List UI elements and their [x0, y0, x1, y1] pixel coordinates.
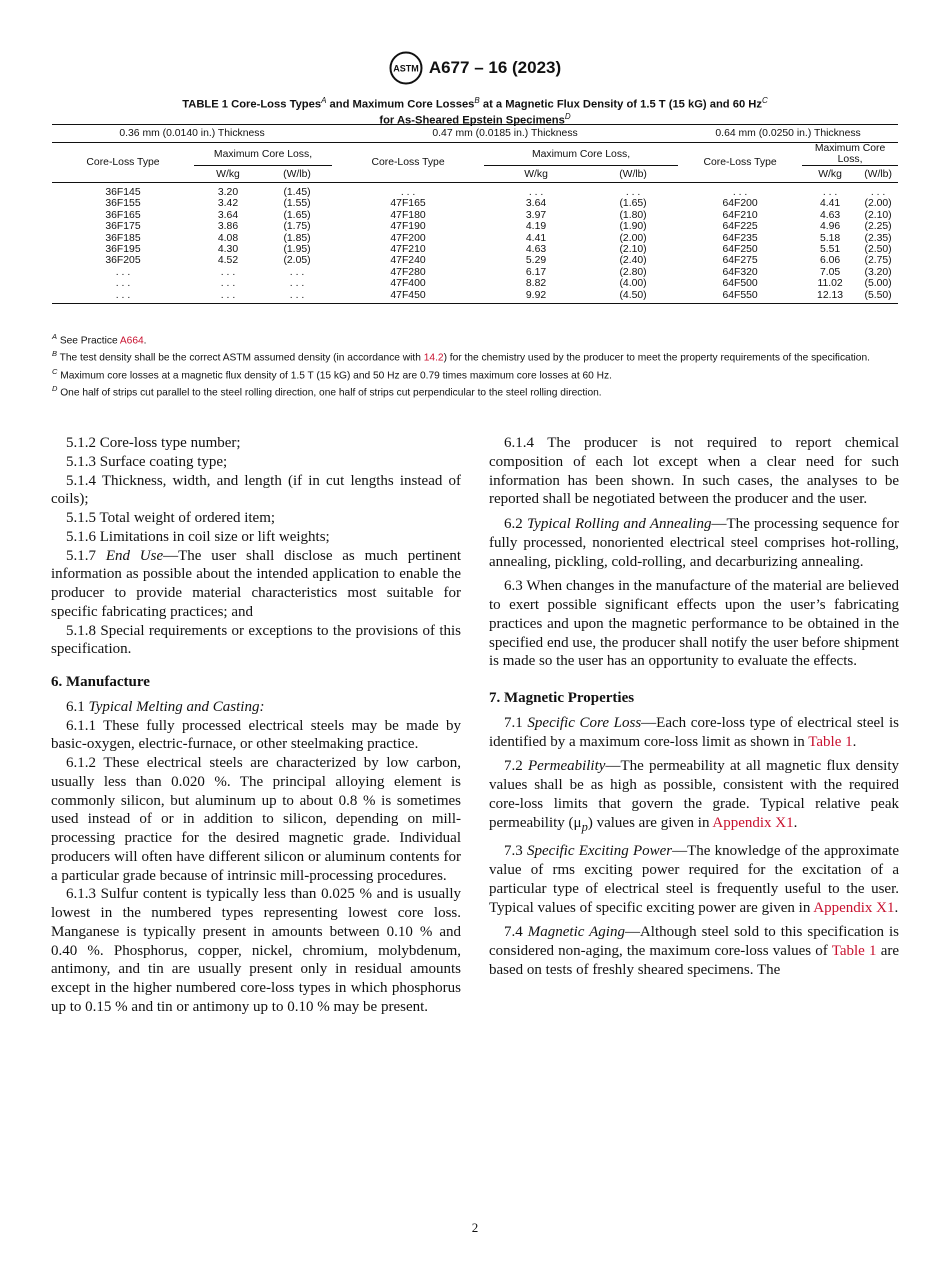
table-cell: 5.18	[819, 232, 841, 244]
table-cell: 4.52	[217, 255, 239, 267]
table-cell: . . .	[528, 187, 544, 198]
table-cell: (4.00)	[619, 278, 647, 290]
page-number: 2	[471, 1220, 479, 1235]
table-cell: 4.63	[819, 209, 841, 221]
table-cell: 64F250	[722, 244, 758, 256]
table-cell: 36F165	[105, 209, 141, 221]
unit-wlb: (W/lb)	[858, 166, 898, 183]
table-cell: . . .	[220, 278, 236, 290]
para-7-3: 7.3 Specific Exciting Power—The knowledge of the approximate value of rms exciting power required for the excitation of a particular type of electrical steel is frequently useful to the user. Typical values of specific exciting power are given in Appendix X1.	[489, 843, 900, 916]
table-cell: 36F175	[105, 221, 141, 233]
para-5-1-8: 5.1.8 Special requirements or exceptions to the provisions of this specification.	[51, 622, 461, 658]
table-cell: 47F450	[332, 290, 484, 304]
table-cell: 64F550	[678, 290, 802, 304]
table-cell: 8.82	[525, 278, 547, 290]
table-cell: 64F235	[722, 232, 758, 244]
page-header	[0, 50, 950, 86]
table-cell: 4.63	[525, 244, 547, 256]
para-5-1-5: 5.1.5 Total weight of ordered item;	[66, 510, 276, 526]
table-cell: (2.10)	[619, 244, 647, 256]
table-cell: 6.06	[819, 255, 841, 267]
para-5-1-3: 5.1.3 Surface coating type;	[66, 453, 228, 470]
para-5-1-6: 5.1.6 Limitations in coil size or lift weights;	[66, 528, 330, 545]
unit-wkg: W/kg	[802, 166, 858, 183]
table-cell: 64F200	[722, 198, 758, 210]
table-cell: 3.64	[217, 209, 239, 221]
table-row	[52, 255, 898, 266]
max-core-loss-header: Maximum Core Loss,	[194, 143, 332, 166]
table-cell: 47F200	[390, 232, 426, 244]
table-cell: . . .	[625, 187, 641, 198]
table-cell: 5.29	[525, 255, 547, 267]
footnote-c: $^C$ Maximum core losses at a magnetic flux density of 1.5 T (15 kG) and 50 Hz are 0.79 times maximum core losses at 60 Hz.	[52, 366, 612, 382]
link-appendix-x1[interactable]: Appendix X1	[712, 814, 794, 831]
unit-wlb: (W/lb)	[262, 166, 332, 183]
para-6-1-4: 6.1.4 The producer is not required to report chemical composition of each lot except when a clear need for such information has been shown. In such cases, the analyses to be reported shall be negotiated between the producer and the user.	[489, 435, 899, 508]
table-cell: 36F145	[105, 187, 141, 198]
table-cell: 47F400	[390, 278, 426, 290]
para-6-1: 6.1 Typical Melting and Casting:	[66, 698, 265, 715]
table-cell: (2.50)	[864, 244, 892, 256]
core-loss-type-header: Core-Loss Type	[678, 143, 802, 183]
table-cell: (1.65)	[283, 209, 311, 221]
table-cell: . . .	[732, 187, 748, 198]
table-cell: 9.92	[484, 290, 588, 304]
table-cell: 64F320	[722, 266, 758, 278]
left-column	[51, 434, 461, 1017]
table-cell: (2.25)	[864, 221, 892, 233]
table-cell: 3.20	[217, 187, 239, 198]
unit-wlb: (W/lb)	[588, 166, 678, 183]
para-6-1-2: 6.1.2 These electrical steels are characterized by low carbon, usually less than 0.020 %. The principal alloying element is commonly silicon, but aluminum up to about 0.8 % is sometimes used instead of or in addition to silicon, depending on mill-processing practice for the desired magnetic grade. Individual producers will often have different silicon or aluminum contents for a particular grade because of intrinsic mill-processing procedures.	[51, 755, 461, 884]
table-cell: . . .	[822, 187, 838, 198]
thickness-group-036: 0.36 mm (0.0140 in.) Thickness	[52, 125, 332, 143]
table-cell: (1.80)	[619, 209, 647, 221]
para-5-1-4: 5.1.4 Thickness, width, and length (if in cut lengths instead of coils);	[51, 472, 461, 508]
table-cell: 5.51	[819, 244, 841, 256]
para-7-2: 7.2 Permeability—The permeability at all magnetic flux density values shall be as high as possible, consistent with the required core-loss limits that govern the grade. Typical relative peak permeability $(\mu_p)$ values are given in Appendix X1.	[489, 758, 900, 834]
table-cell: 47F180	[390, 209, 426, 221]
table-cell: (5.50)	[858, 290, 898, 304]
table-cell: 3.97	[525, 209, 547, 221]
table-footnotes	[52, 330, 902, 400]
table-cell: (2.00)	[864, 198, 892, 210]
table-cell: . . .	[52, 290, 194, 304]
link-appendix-x1[interactable]: Appendix X1	[813, 899, 895, 916]
para-5-1-2: 5.1.2 Core-loss type number;	[66, 435, 241, 451]
table-cell: 6.17	[525, 266, 547, 278]
link-table-1[interactable]: Table 1	[808, 733, 853, 750]
core-loss-table	[52, 124, 898, 304]
thickness-group-064: 0.64 mm (0.0250 in.) Thickness	[678, 125, 898, 143]
table-cell: 36F205	[105, 255, 141, 267]
table-row	[52, 198, 898, 209]
table-cell: . . .	[289, 266, 305, 278]
max-core-loss-header: Maximum Core Loss,	[802, 143, 898, 166]
footnote-d: $^D$ One half of strips cut parallel to the steel rolling direction, one half of strips cut perpendicular to the steel rolling direction.	[52, 384, 602, 399]
table-cell: 4.96	[819, 221, 841, 233]
table-row	[52, 267, 898, 278]
table-cell: 47F280	[390, 266, 426, 278]
table-cell: 47F210	[390, 244, 426, 256]
table-cell: (3.20)	[864, 266, 892, 278]
table-row	[52, 244, 898, 255]
table-row	[52, 233, 898, 244]
table-cell: (2.40)	[619, 255, 647, 267]
para-6-1-3: 6.1.3 Sulfur content is typically less than 0.025 % and is usually lowest in the numbered types representing lowest core loss. Manganese is typically present in amounts between 0.10 % and 0.40 %. Phosphorus, copper, nickel, chromium, molybdenum, antimony, and tin are usually present only in residual amounts except in the higher numbered core-loss types in which phosphorus up to 0.15 % and tin or antimony up to 0.10 % may be present.	[51, 886, 461, 1015]
section-7-heading: 7. Magnetic Properties	[489, 690, 635, 706]
table-cell: (4.50)	[588, 290, 678, 304]
table-cell: (1.95)	[283, 244, 311, 256]
thickness-group-047: 0.47 mm (0.0185 in.) Thickness	[332, 125, 678, 143]
para-6-1-1: 6.1.1 These fully processed electrical steels may be made by basic-oxygen, electric-furnace, or other steelmaking practice.	[51, 717, 461, 753]
table-cell: 4.30	[217, 244, 239, 256]
table-cell: 64F225	[722, 221, 758, 233]
unit-wkg: W/kg	[194, 166, 262, 183]
table-cell: (5.00)	[864, 278, 892, 290]
table-cell: (1.75)	[283, 221, 311, 233]
table-cell: (1.55)	[283, 198, 311, 210]
table-cell: 4.08	[217, 232, 239, 244]
right-column	[489, 434, 899, 980]
table-row	[52, 278, 898, 289]
astm-logo-text: ASTM	[393, 63, 419, 74]
table-cell: 3.64	[525, 198, 547, 210]
document-id: A677 – 16 (2023)	[428, 58, 562, 77]
table-cell: . . .	[400, 187, 416, 198]
table-cell: 64F500	[722, 278, 758, 290]
table-cell: 3.42	[217, 198, 239, 210]
table-cell: 4.19	[525, 221, 547, 233]
table-row	[52, 183, 898, 199]
table-cell: 3.86	[217, 221, 239, 233]
link-14-2[interactable]: 14.2	[423, 352, 444, 364]
table-cell: . . .	[289, 278, 305, 290]
table-row	[52, 210, 898, 221]
unit-wkg: W/kg	[484, 166, 588, 183]
table-cell: 12.13	[802, 290, 858, 304]
table-cell: 36F155	[105, 198, 141, 210]
table-cell: . . .	[115, 266, 131, 278]
table-cell: (2.80)	[619, 266, 647, 278]
table-cell: (2.00)	[619, 232, 647, 244]
table-cell: 4.41	[819, 198, 841, 210]
table-cell: 47F240	[390, 255, 426, 267]
core-loss-type-header: Core-Loss Type	[332, 143, 484, 183]
footnote-b: $^B$ The test density shall be the correct ASTM assumed density (in accordance with 14.2) for the chemistry used by the producer to meet the property requirements of the specification.	[52, 349, 870, 364]
table-row	[52, 290, 898, 304]
core-loss-type-header: Core-Loss Type	[52, 143, 194, 183]
table-caption: TABLE 1 Core-Loss Types$^A$ and Maximum Core Losses$^B$ at a Magnetic Flux Density of 1.5 T (15 kG) and 60 $Hz^C$ for As-Sheared Epstein Specimens$^D$	[182, 96, 768, 127]
table-cell: (2.75)	[864, 255, 892, 267]
table-cell: . . .	[194, 290, 262, 304]
astm-logo-icon	[389, 51, 423, 85]
para-7-4: 7.4 Magnetic Aging—Although steel sold to this specification is considered non-aging, the maximum core-loss values of Table 1 are based on tests of freshly sheared specimens. The	[489, 924, 900, 978]
table-cell: 64F210	[722, 209, 758, 221]
table-cell: 64F275	[722, 255, 758, 267]
table-cell: 11.02	[817, 278, 843, 290]
table-cell: 36F195	[105, 244, 141, 256]
table-body	[52, 183, 898, 304]
table-cell: (1.65)	[619, 198, 647, 210]
table-cell: 47F190	[390, 221, 426, 233]
footnote-a: $^A$ See Practice A664.	[52, 332, 147, 347]
para-6-2: 6.2 Typical Rolling and Annealing—The processing sequence for fully processed, nonoriented electrical steel comprises hot-rolling, annealing, pickling, cold-rolling, and decarburizing annealing.	[489, 516, 900, 570]
table-cell: 7.05	[819, 266, 841, 278]
table-cell: (2.35)	[864, 232, 892, 244]
table-cell: (1.85)	[283, 232, 311, 244]
table-row	[52, 221, 898, 232]
table-cell: . . .	[870, 187, 886, 198]
table-cell: 36F185	[105, 232, 141, 244]
table-cell: (2.10)	[864, 209, 892, 221]
para-5-1-7: 5.1.7 End Use—The user shall disclose as much pertinent information as possible about the intended application to enable the producer to provide material characteristics most suitable for specific fabricating practices; and	[51, 547, 462, 620]
para-7-1: 7.1 Specific Core Loss—Each core-loss type of electrical steel is identified by a maximum core-loss limit as shown in Table 1.	[489, 714, 899, 750]
link-a664[interactable]: A664	[119, 335, 144, 347]
table-cell: . . .	[262, 290, 332, 304]
table-cell: (2.05)	[283, 255, 311, 267]
section-6-heading: 6. Manufacture	[51, 674, 150, 690]
table-cell: . . .	[220, 266, 236, 278]
max-core-loss-header: Maximum Core Loss,	[484, 143, 678, 166]
table-cell: 4.41	[525, 232, 547, 244]
link-table-1[interactable]: Table 1	[831, 943, 877, 959]
para-6-3: 6.3 When changes in the manufacture of the material are believed to exert possible significant effects upon the user’s fabricating practices and upon the magnetic performance to be obtained in the specified end use, the producer shall notify the user before shipment is made so the user has an opportunity to evaluate the effects.	[489, 578, 899, 670]
table-cell: 47F165	[390, 198, 426, 210]
table-cell: (1.45)	[283, 187, 311, 198]
table-cell: (1.90)	[619, 221, 647, 233]
table-cell: . . .	[115, 278, 131, 290]
